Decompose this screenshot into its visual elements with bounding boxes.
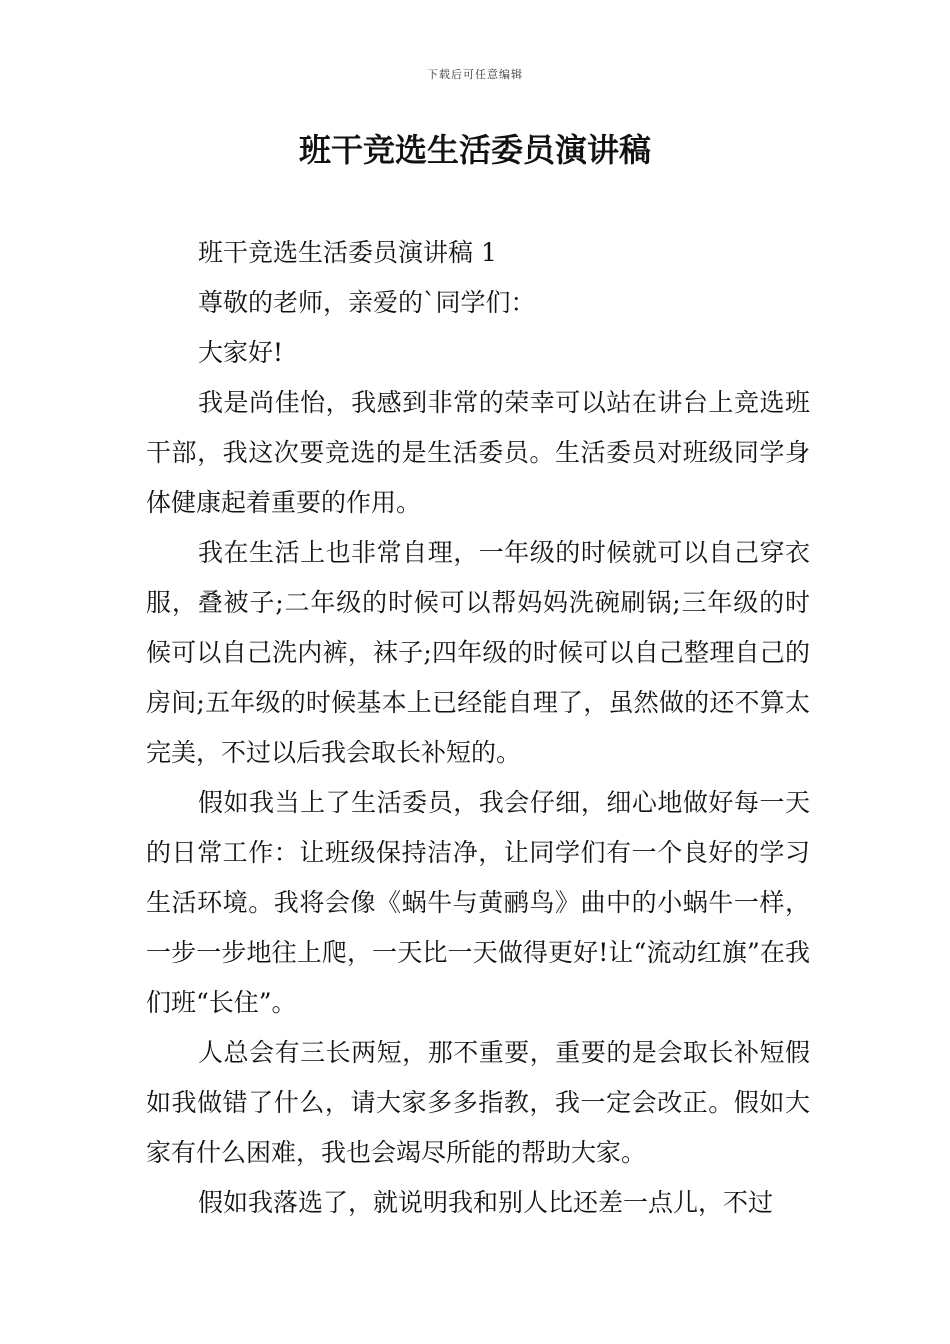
document-body	[146, 228, 810, 1228]
header-note: 下载后可任意编辑	[427, 68, 523, 81]
paragraph-intro: 我是尚佳怡，我感到非常的荣幸可以站在讲台上竞选班干部，我这次要竞选的是生活委员。生活委员对班级同学身体健康起着重要的作用。	[146, 388, 810, 517]
paragraph-improve: 人总会有三长两短，那不重要，重要的是会取长补短假如我做错了什么，请大家多多指教，我一定会改正。假如大家有什么困难，我也会竭尽所能的帮助大家。	[146, 1038, 810, 1167]
paragraph-if-lose: 假如我落选了，就说明我和别人比还差一点儿，不过	[198, 1188, 774, 1217]
section-heading: 班干竞选生活委员演讲稿 1	[198, 238, 497, 267]
paragraph-self-care: 我在生活上也非常自理，一年级的时候就可以自己穿衣服，叠被子;二年级的时候可以帮妈妈洗碗刷锅;三年级的时候可以自己洗内裤，袜子;四年级的时候可以自己整理自己的房间;五年级的时候基本上已经能自理了，虽然做的还不算太完美，不过以后我会取长补短的。	[146, 538, 810, 767]
paragraph-plan: 假如我当上了生活委员，我会仔细，细心地做好每一天的日常工作：让班级保持洁净，让同学们有一个良好的学习生活环境。我将会像《蜗牛与黄鹂鸟》曲中的小蜗牛一样，一步一步地往上爬，一天比一天做得更好!让“流动红旗”在我们班“长住”。	[146, 788, 810, 1017]
salutation: 尊敬的老师，亲爱的`同学们：	[198, 288, 536, 317]
greeting: 大家好!	[198, 338, 284, 367]
page-title: 班干竞选生活委员演讲稿	[298, 131, 651, 169]
